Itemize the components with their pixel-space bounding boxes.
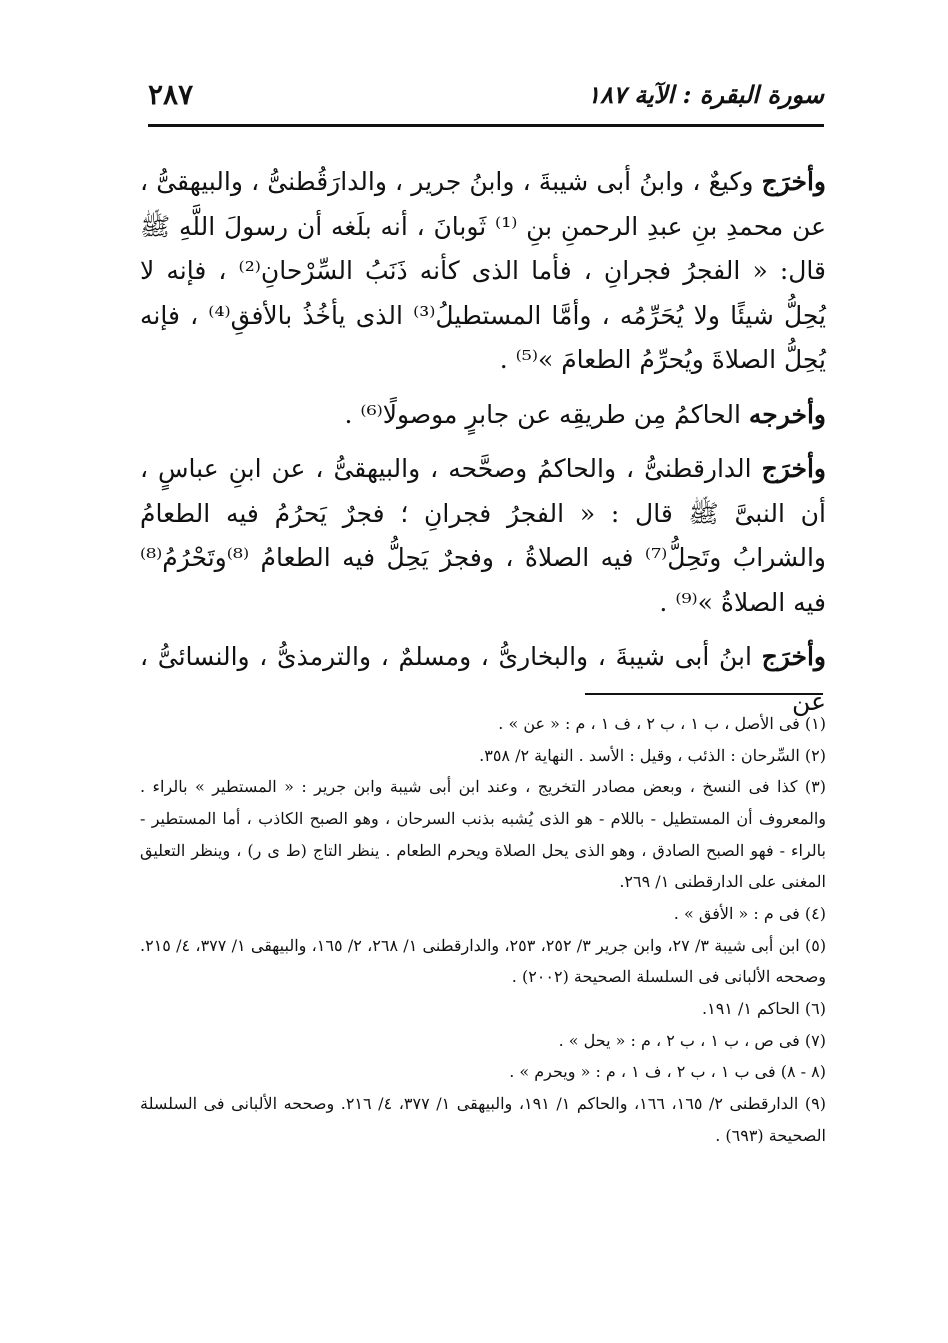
header-rule <box>148 124 824 127</box>
footnote-8: (٨ - ٨) فى ب ١ ، ب ٢ ، ف ١ ، م : « ويحرم » . <box>509 1062 826 1082</box>
footnote-3: (٣) كذا فى النسخ ، وبعض مصادر التخريج ، وعند ابن أبى شيبة وابن جرير : « المستطير » بالراء . والمعروف أن المستطيل - باللام - هو الذى يُشبه بذنب السرحان ، وهو الصبح الكاذب ، أما المستطير - بالراء - فهو الصبح الصادق ، وهو الذى يحل الصلاة ويحرم الطعام . ينظر التاج (ط ى ر) ، وينظر التعليق المغنى على الدارقطنى ١/ ٢٦٩. <box>140 777 827 892</box>
running-title: سورة البقرة : الآية ١٨٧ <box>587 80 824 109</box>
paragraph-text: الدارقطنىُّ ، والحاكمُ وصحَّحه ، والبيهقىُّ ، عن ابنِ عباسٍ ، أن النبىَّ ﷺ قال : « الفجرُ فجرانِ ؛ فجرٌ يَحرُمُ فيه الطعامُ والشرابُ وتَحِلُّ⁽⁷⁾ فيه الصلاةُ ، وفجرٌ يَحِلُّ فيه الطعامُ ⁽⁸⁾وتَحْرُمُ⁽⁸⁾ فيه الصلاةُ »⁽⁹⁾ . <box>140 454 826 617</box>
footnote-7: (٧) فى ص ، ب ١ ، ب ٢ ، م : « يحل » . <box>558 1030 826 1050</box>
paragraph-lead: وأخرَج <box>761 167 826 196</box>
page-number: ٢٨٧ <box>148 78 194 111</box>
paragraph-2 <box>140 393 826 438</box>
paragraph-lead: وأخرَج <box>761 454 826 483</box>
paragraph-text: الحاكمُ مِن طريقِه عن جابرٍ موصولًا⁽⁶⁾ . <box>344 399 749 429</box>
paragraph-lead: وأخرَج <box>761 642 826 671</box>
main-text <box>140 160 826 734</box>
paragraph-3 <box>140 447 826 625</box>
footnote-2: (٢) السِّرحان : الذئب ، وقيل : الأسد . النهاية ٢/ ٣٥٨. <box>479 745 826 765</box>
footnote-separator <box>585 693 823 695</box>
footnote-5: (٥) ابن أبى شيبة ٣/ ٢٧، وابن جرير ٣/ ٢٥٢، ٢٥٣، والدارقطنى ١/ ٢٦٨، ٢/ ١٦٥، والبيهقى ١/ ٣٧٧، ٤/ ٢١٥. وصححه الألبانى فى السلسلة الصحيحة (٢٠٠٢) . <box>140 935 827 987</box>
footnote-4: (٤) فى م : « الأفق » . <box>673 904 826 924</box>
paragraph-text: ابنُ أبى شيبةَ ، والبخارىُّ ، ومسلمٌ ، والترمذىُّ ، والنسائىُّ ، عن <box>140 642 826 716</box>
footnote-1: (١) فى الأصل ، ب ١ ، ب ٢ ، ف ١ ، م : « عن » . <box>498 714 826 733</box>
paragraph-lead: وأخرجه <box>748 399 826 429</box>
paragraph-text: وكيعٌ ، وابنُ أبى شيبةَ ، وابنُ جرير ، والدارَقُطنىُّ ، والبيهقىُّ ، عن محمدِ بنِ عبدِ الرحمنِ بنِ ⁽¹⁾ ثَوبانَ ، أنه بلَغه أن رسولَ اللَّهِ ﷺ قال: « الفجرُ فجرانِ ، فأما الذى كأنه ذَنَبُ السِّرْحانِ⁽²⁾ ، فإنه لا يُحِلُّ شيئًا ولا يُحَرِّمُه ، وأمَّا المستطيلُ⁽³⁾ الذى يأخُذُ بالأفقِ⁽⁴⁾ ، فإنه يُحِلُّ الصلاةَ ويُحرِّمُ الطعامَ »⁽⁵⁾ . <box>140 167 826 374</box>
footnote-6: (٦) الحاكم ١/ ١٩١. <box>702 999 826 1019</box>
paragraph-1 <box>140 160 826 383</box>
page-header <box>148 78 824 118</box>
footnote-9: (٩) الدارقطنى ٢/ ١٦٥، ١٦٦، والحاكم ١/ ١٩١، والبيهقى ١/ ٣٧٧، ٤/ ٢١٦. وصححه الألبانى فى السلسلة الصحيحة (٦٩٣) . <box>140 1094 827 1145</box>
footnotes <box>140 708 826 1151</box>
